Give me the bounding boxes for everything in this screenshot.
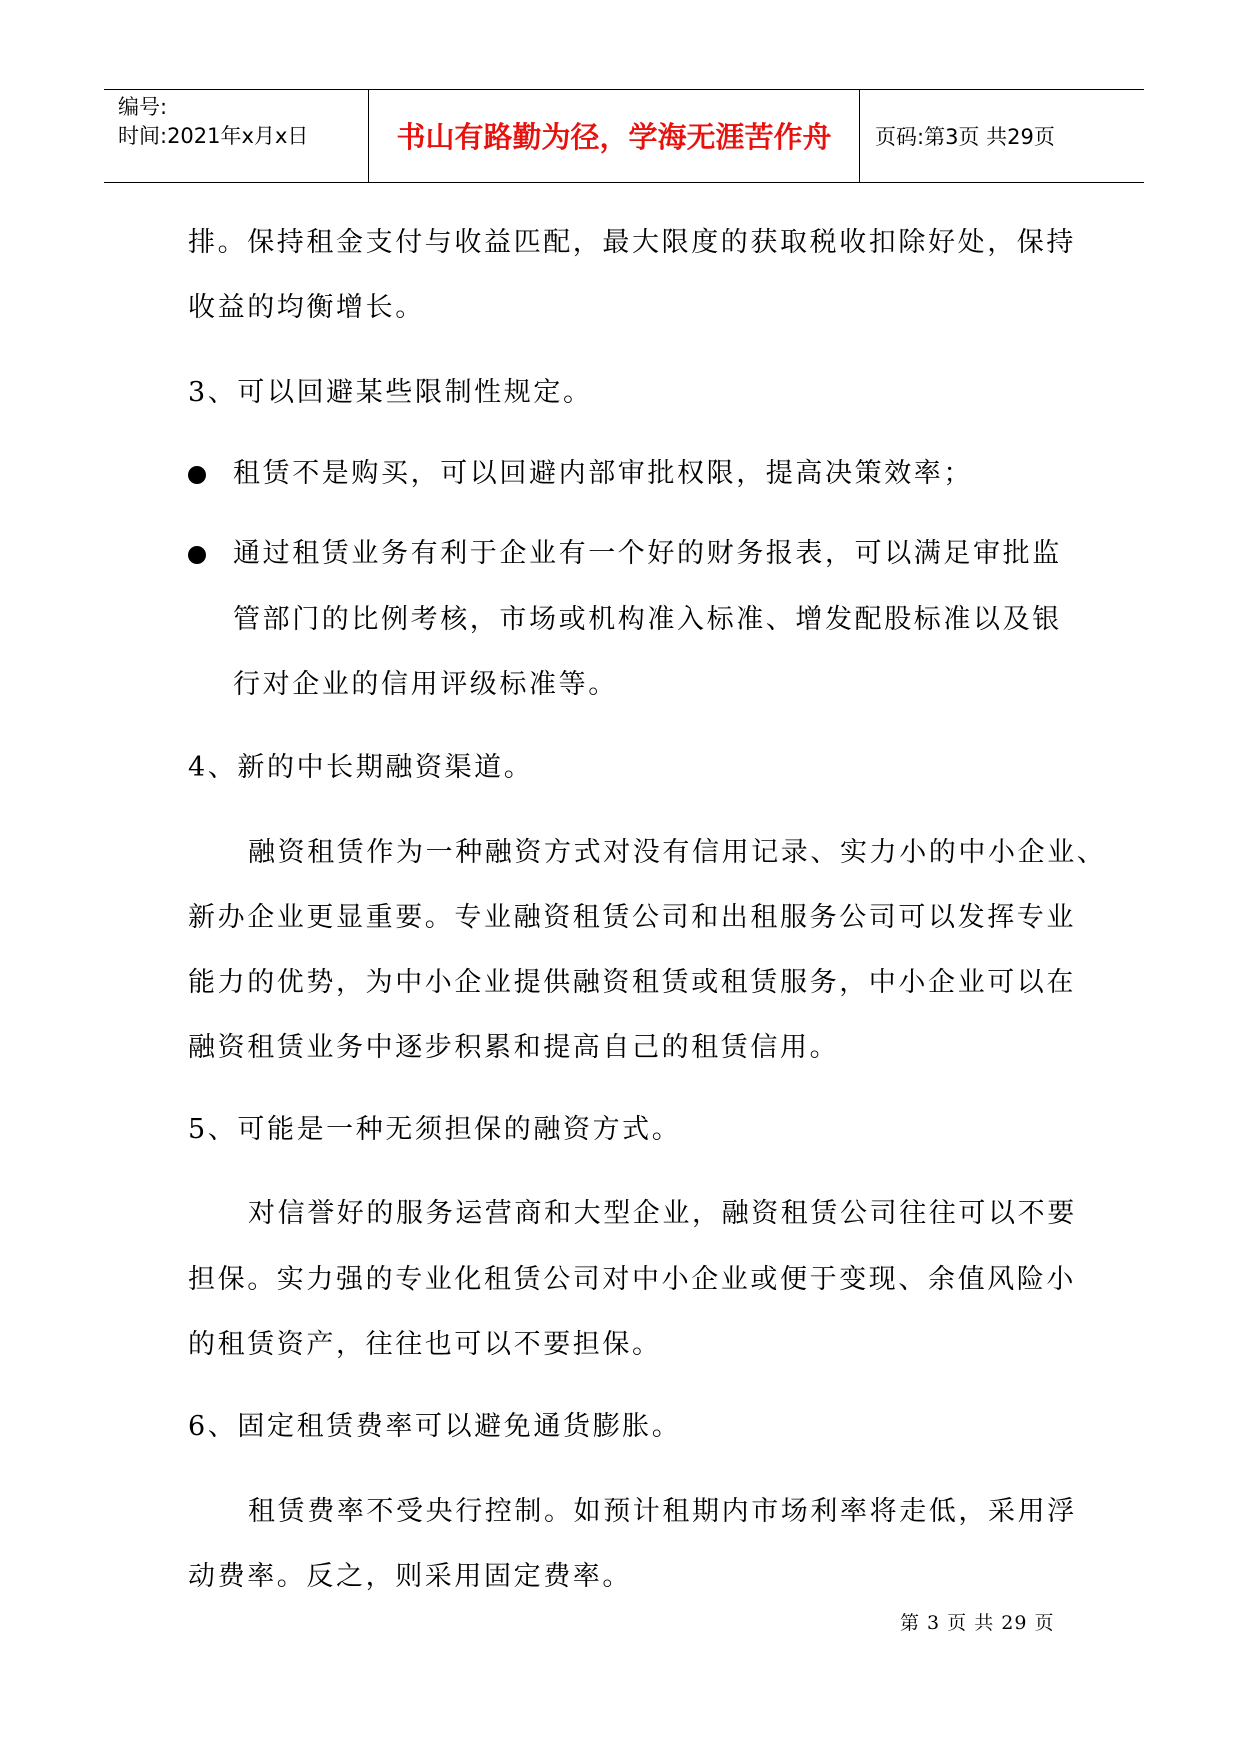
header-meta — [118, 93, 308, 151]
body-line: 租赁费率不受央行控制。如预计租期内市场利率将走低，采用浮 — [248, 1496, 1077, 1527]
page-footer: 第 3 页 共 29 页 — [900, 1612, 1055, 1634]
body-line: 动费率。反之，则采用固定费率。 — [188, 1561, 632, 1592]
section-heading: 3、可以回避某些限制性规定。 — [188, 377, 593, 408]
bullet-item-continued: 行对企业的信用评级标准等。 — [233, 669, 618, 700]
bullet-item: 租赁不是购买，可以回避内部审批权限，提高决策效率； — [233, 458, 973, 489]
body-line: 对信誉好的服务运营商和大型企业，融资租赁公司往往可以不要 — [248, 1198, 1077, 1229]
bullet-icon — [188, 466, 206, 484]
body-line: 能力的优势，为中小企业提供融资租赁或租赁服务，中小企业可以在 — [188, 967, 1076, 998]
header-divider-right — [859, 89, 860, 182]
body-line: 排。保持租金支付与收益匹配，最大限度的获取税收扣除好处，保持 — [188, 227, 1076, 258]
section-heading: 4、新的中长期融资渠道。 — [188, 752, 534, 783]
bullet-item-continued: 管部门的比例考核，市场或机构准入标准、增发配股标准以及银 — [233, 604, 1062, 635]
page-header — [104, 89, 1144, 183]
bullet-icon — [188, 546, 206, 564]
body-line: 担保。实力强的专业化租赁公司对中小企业或便于变现、余值风险小 — [188, 1264, 1076, 1295]
bullet-item: 通过租赁业务有利于企业有一个好的财务报表，可以满足审批监 — [233, 538, 1062, 569]
section-heading: 6、固定租赁费率可以避免通货膨胀。 — [188, 1411, 682, 1442]
header-bottom-rule — [104, 182, 1144, 183]
header-page-info: 页码:第3页 共29页 — [875, 124, 1055, 149]
header-number-label: 编号: — [118, 95, 168, 119]
body-line: 新办企业更显重要。专业融资租赁公司和出租服务公司可以发挥专业 — [188, 902, 1076, 933]
body-line: 融资租赁作为一种融资方式对没有信用记录、实力小的中小企业、 — [248, 837, 1107, 868]
header-time-label: 时间:2021年x月x日 — [118, 124, 309, 148]
body-line: 的租赁资产，往往也可以不要担保。 — [188, 1329, 662, 1360]
header-motto: 书山有路勤为径，学海无涯苦作舟 — [396, 120, 832, 154]
section-heading: 5、可能是一种无须担保的融资方式。 — [188, 1114, 682, 1145]
body-line: 融资租赁业务中逐步积累和提高自己的租赁信用。 — [188, 1032, 840, 1063]
body-line: 收益的均衡增长。 — [188, 292, 425, 323]
